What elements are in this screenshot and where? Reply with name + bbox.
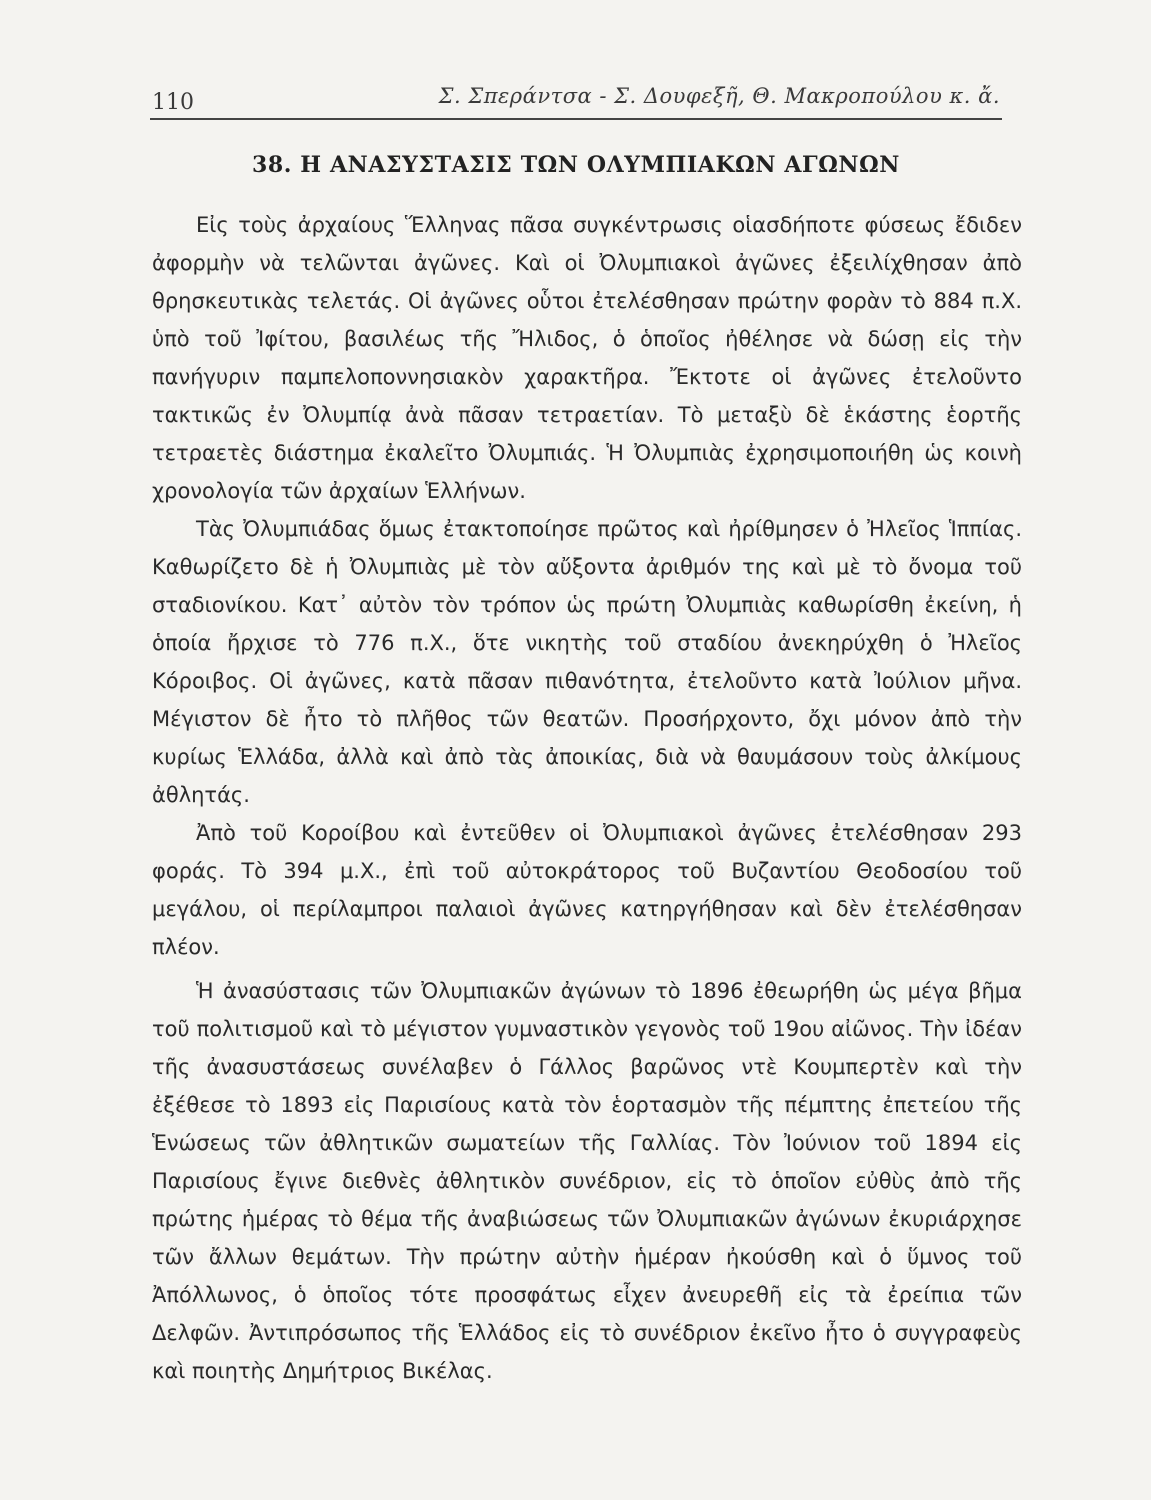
article-body xyxy=(152,206,1022,1390)
paragraph: Εἰς τοὺς ἀρχαίους Ἕλληνας πᾶσα συγκέντρωσις οἱασδήποτε φύσεως ἔδιδεν ἀφορμὴν νὰ τελῶνται ἀγῶνες. Καὶ οἱ Ὀλυμπιακοὶ ἀγῶνες ἐξειλίχθησαν ἀπὸ θρησκευτικὰς τελετάς. Οἱ ἀγῶνες οὗτοι ἐτελέσθησαν πρώτην φορὰν τὸ 884 π.Χ. ὑπὸ τοῦ Ἰφίτου, βασιλέως τῆς Ἤλιδος, ὁ ὁποῖος ἠθέλησε νὰ δώσῃ εἰς τὴν πανήγυριν παμπελοποννησιακὸν χαρακτῆρα. Ἔκτοτε οἱ ἀγῶνες ἐτελοῦντο τακτικῶς ἐν Ὀλυμπίᾳ ἀνὰ πᾶσαν τετραετίαν. Τὸ μεταξὺ δὲ ἑκάστης ἑορτῆς τετραετὲς διάστημα ἐκαλεῖτο Ὀλυμπιάς. Ἡ Ὀλυμπιὰς ἐχρησιμοποιήθη ὡς κοινὴ χρονολογία τῶν ἀρχαίων Ἑλλήνων. xyxy=(152,213,1022,503)
paragraph: Ἀπὸ τοῦ Κοροίβου καὶ ἐντεῦθεν οἱ Ὀλυμπιακοὶ ἀγῶνες ἐτελέσθησαν 293 φοράς. Τὸ 394 μ.Χ., ἐπὶ τοῦ αὐτοκράτορος τοῦ Βυζαντίου Θεοδοσίου τοῦ μεγάλου, οἱ περίλαμπροι παλαιοὶ ἀγῶνες κατηργήθησαν καὶ δὲν ἐτελέσθησαν πλέον. xyxy=(152,821,1022,959)
running-head: Σ. Σπεράντσα - Σ. Δουφεξῆ, Θ. Μακροπούλου κ. ἄ. xyxy=(438,84,1000,108)
paragraph: Τὰς Ὀλυμπιάδας ὅμως ἐτακτοποίησε πρῶτος καὶ ἠρίθμησεν ὁ Ἠλεῖος Ἱππίας. Καθωρίζετο δὲ ἡ Ὀλυμπιὰς μὲ τὸν αὔξοντα ἀριθμόν της καὶ μὲ τὸ ὄνομα τοῦ σταδιονίκου. Κατ᾽ αὐτὸν τὸν τρόπον ὡς πρώτη Ὀλυμπιὰς καθωρίσθη ἐκείνη, ἡ ὁποία ἤρχισε τὸ 776 π.Χ., ὅτε νικητὴς τοῦ σταδίου ἀνεκηρύχθη ὁ Ἠλεῖος Κόροιβος. Οἱ ἀγῶνες, κατὰ πᾶσαν πιθανότητα, ἐτελοῦντο κατὰ Ἰούλιον μῆνα. Μέγιστον δὲ ἦτο τὸ πλῆθος τῶν θεατῶν. Προσήρχοντο, ὄχι μόνον ἀπὸ τὴν κυρίως Ἑλλάδα, ἀλλὰ καὶ ἀπὸ τὰς ἀποικίας, διὰ νὰ θαυμάσουν τοὺς ἀλκίμους ἀθλητάς. xyxy=(152,517,1022,807)
header-rule xyxy=(150,118,1002,120)
paragraph: Ἡ ἀνασύστασις τῶν Ὀλυμπιακῶν ἀγώνων τὸ 1896 ἐθεωρήθη ὡς μέγα βῆμα τοῦ πολιτισμοῦ καὶ τὸ μέγιστον γυμναστικὸν γεγονὸς τοῦ 19ου αἰῶνος. Τὴν ἰδέαν τῆς ἀνασυστάσεως συνέλαβεν ὁ Γάλλος βαρῶνος ντὲ Κουμπερτὲν καὶ τὴν ἐξέθεσε τὸ 1893 εἰς Παρισίους κατὰ τὸν ἑορτασμὸν τῆς πέμπτης ἐπετείου τῆς Ἑνώσεως τῶν ἀθλητικῶν σωματείων τῆς Γαλλίας. Τὸν Ἰούνιον τοῦ 1894 εἰς Παρισίους ἔγινε διεθνὲς ἀθλητικὸν συνέδριον, εἰς τὸ ὁποῖον εὐθὺς ἀπὸ τῆς πρώτης ἡμέρας τὸ θέμα τῆς ἀναβιώσεως τῶν Ὀλυμπιακῶν ἀγώνων ἐκυριάρχησε τῶν ἄλλων θεμάτων. Τὴν πρώτην αὐτὴν ἡμέραν ἠκούσθη καὶ ὁ ὕμνος τοῦ Ἀπόλλωνος, ὁ ὁποῖος τότε προσφάτως εἶχεν ἀνευρεθῆ εἰς τὰ ἐρείπια τῶν Δελφῶν. Ἀντιπρόσωπος τῆς Ἑλλάδος εἰς τὸ συνέδριον ἐκεῖνο ἦτο ὁ συγγραφεὺς καὶ ποιητὴς Δημήτριος Βικέλας. xyxy=(152,979,1022,1383)
article-title: 38. Η ΑΝΑΣΥΣΤΑΣΙΣ ΤΩΝ ΟΛΥΜΠΙΑΚΩΝ ΑΓΩΝΩΝ xyxy=(251,152,901,178)
page-header xyxy=(152,80,1000,116)
page-number: 110 xyxy=(152,90,194,115)
